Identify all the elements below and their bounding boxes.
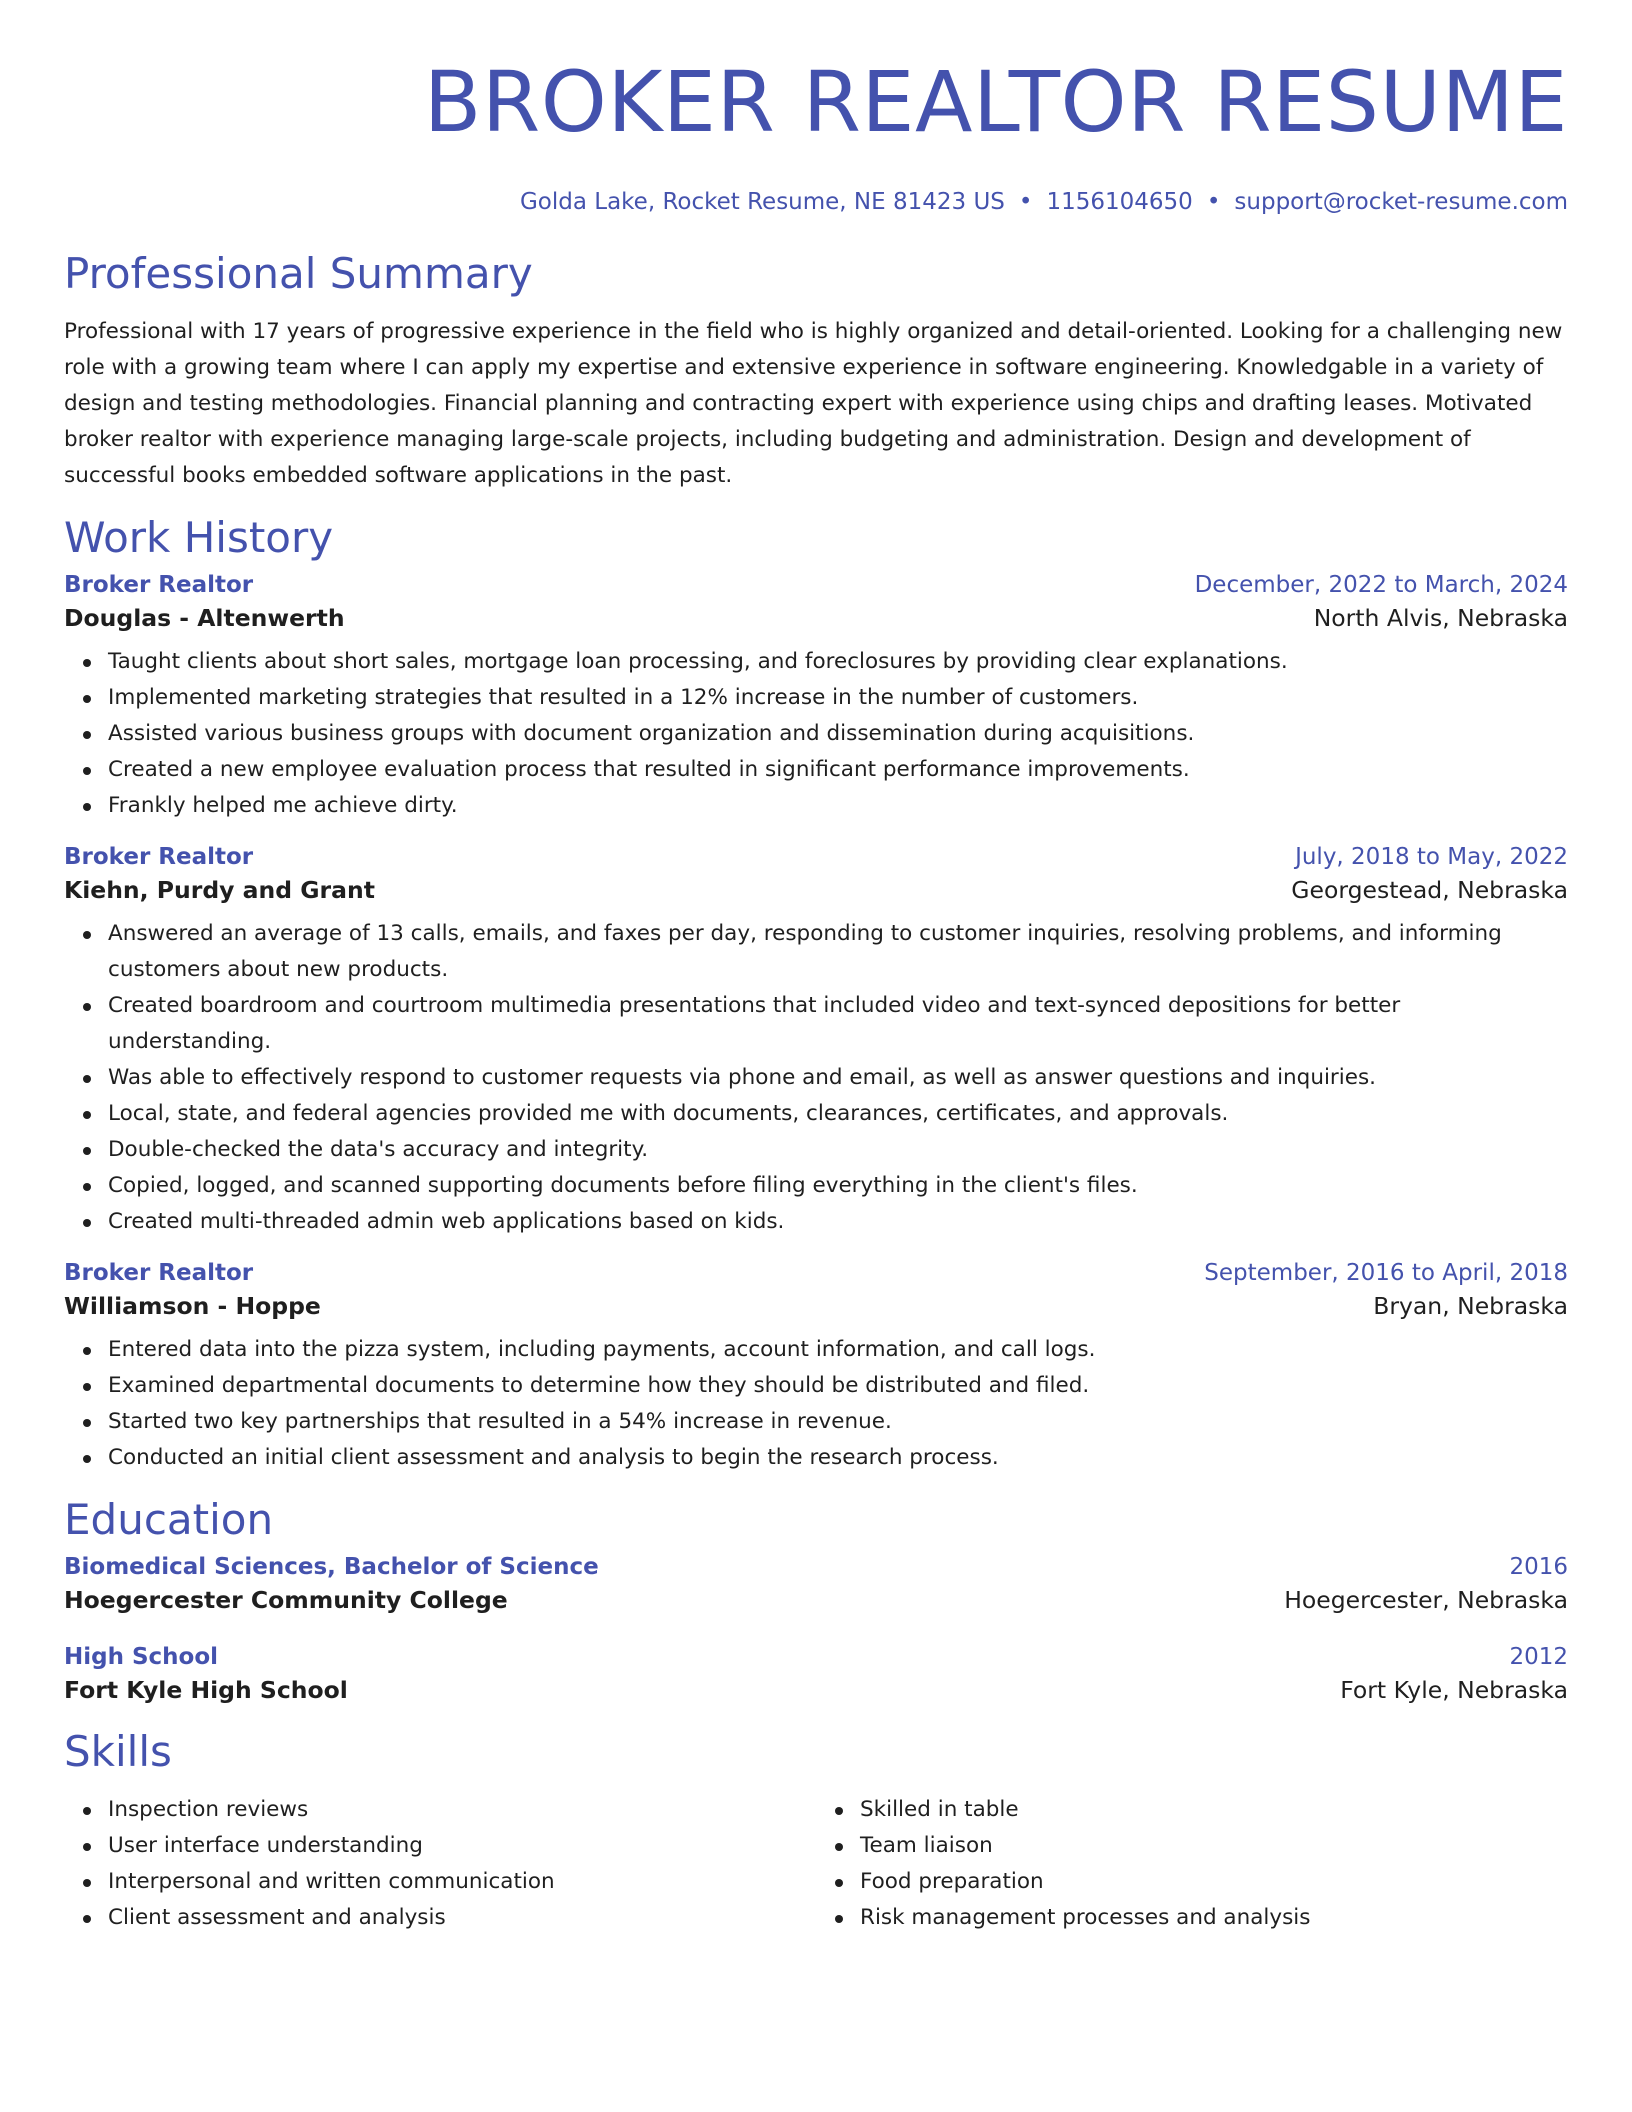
list-item: Client assessment and analysis <box>108 1900 816 1936</box>
list-item: Team liaison <box>860 1828 1568 1864</box>
education-heading: Education <box>64 1495 274 1544</box>
contact-address: Golda Lake, Rocket Resume, NE 81423 US <box>519 189 1005 215</box>
list-item: Food preparation <box>860 1864 1568 1900</box>
job-bullets <box>64 1332 1568 1476</box>
skills-column-left <box>64 1792 816 1936</box>
job-bullets <box>64 916 1568 1240</box>
education-degree: High School <box>64 1644 219 1670</box>
list-item: User interface understanding <box>108 1828 816 1864</box>
job-dates: September, 2016 to April, 2018 <box>1204 1260 1568 1286</box>
job-entry <box>64 572 1568 824</box>
education-school: Fort Kyle High School <box>64 1676 348 1704</box>
job-entry <box>64 844 1568 1240</box>
list-item: Created multi-threaded admin web applications based on kids. <box>108 1204 1568 1240</box>
summary-heading: Professional Summary <box>64 249 533 298</box>
job-title: Broker Realtor <box>64 572 254 598</box>
education-location: Fort Kyle, Nebraska <box>1340 1676 1568 1704</box>
list-item: Inspection reviews <box>108 1792 816 1828</box>
education-year: 2016 <box>1509 1554 1568 1580</box>
education-entry <box>64 1644 1568 1704</box>
job-employer: Douglas - Altenwerth <box>64 604 345 632</box>
job-location: North Alvis, Nebraska <box>1313 604 1568 632</box>
education-school: Hoegercester Community College <box>64 1586 508 1614</box>
job-employer: Williamson - Hoppe <box>64 1292 321 1320</box>
work-history-heading: Work History <box>64 513 334 562</box>
list-item: Taught clients about short sales, mortgage loan processing, and foreclosures by providing clear explanations. <box>108 644 1568 680</box>
job-bullets <box>64 644 1568 824</box>
list-item: Interpersonal and written communication <box>108 1864 816 1900</box>
job-dates: July, 2018 to May, 2022 <box>1295 844 1568 870</box>
education-entry <box>64 1554 1568 1614</box>
contact-separator: • <box>1206 189 1221 215</box>
education-year: 2012 <box>1509 1644 1568 1670</box>
list-item: Double-checked the data's accuracy and integrity. <box>108 1132 1568 1168</box>
job-title: Broker Realtor <box>64 1260 254 1286</box>
education-degree: Biomedical Sciences, Bachelor of Science <box>64 1554 599 1580</box>
list-item: Answered an average of 13 calls, emails, and faxes per day, responding to customer inquiries, resolving problems, and informing customers about new products. <box>108 916 1568 988</box>
job-location: Bryan, Nebraska <box>1373 1292 1568 1320</box>
list-item: Conducted an initial client assessment and analysis to begin the research process. <box>108 1440 1568 1476</box>
education-location: Hoegercester, Nebraska <box>1284 1586 1568 1614</box>
list-item: Copied, logged, and scanned supporting documents before filing everything in the client's files. <box>108 1168 1568 1204</box>
resume-title: BROKER REALTOR RESUME <box>423 53 1568 151</box>
list-item: Implemented marketing strategies that resulted in a 12% increase in the number of customers. <box>108 680 1568 716</box>
list-item: Skilled in table <box>860 1792 1568 1828</box>
skills-column-right <box>816 1792 1568 1936</box>
job-title: Broker Realtor <box>64 844 254 870</box>
list-item: Frankly helped me achieve dirty. <box>108 788 1568 824</box>
list-item: Started two key partnerships that resulted in a 54% increase in revenue. <box>108 1404 1568 1440</box>
summary-text: Professional with 17 years of progressive experience in the field who is highly organized and detail-oriented. Looking for a challenging new role with a growing team where I can apply my expertise and extensive experience in software engineering. Knowledgable in a variety of design and testing methodologies. Financial planning and contracting expert with experience using chips and drafting leases. Motivated broker realtor with experience managing large-scale projects, including budgeting and administration. Design and development of successful books embedded software applications in the past. <box>64 319 1563 488</box>
job-employer: Kiehn, Purdy and Grant <box>64 876 375 904</box>
list-item: Assisted various business groups with document organization and dissemination during acquisitions. <box>108 716 1568 752</box>
list-item: Local, state, and federal agencies provided me with documents, clearances, certificates, and approvals. <box>108 1096 1568 1132</box>
contact-separator: • <box>1018 189 1033 215</box>
job-dates: December, 2022 to March, 2024 <box>1194 572 1568 598</box>
list-item: Was able to effectively respond to customer requests via phone and email, as well as answer questions and inquiries. <box>108 1060 1568 1096</box>
skills-heading: Skills <box>64 1727 172 1776</box>
contact-email[interactable]: support@rocket-resume.com <box>1234 189 1568 215</box>
skills-grid <box>64 1792 1568 1936</box>
list-item: Created boardroom and courtroom multimedia presentations that included video and text-synced depositions for better understanding. <box>108 988 1568 1060</box>
contact-line <box>64 186 1568 218</box>
job-entry <box>64 1260 1568 1476</box>
job-location: Georgestead, Nebraska <box>1291 876 1568 904</box>
list-item: Entered data into the pizza system, including payments, account information, and call logs. <box>108 1332 1568 1368</box>
list-item: Created a new employee evaluation process that resulted in significant performance improvements. <box>108 752 1568 788</box>
list-item: Risk management processes and analysis <box>860 1900 1568 1936</box>
list-item: Examined departmental documents to determine how they should be distributed and filed. <box>108 1368 1568 1404</box>
contact-phone: 1156104650 <box>1046 189 1193 215</box>
